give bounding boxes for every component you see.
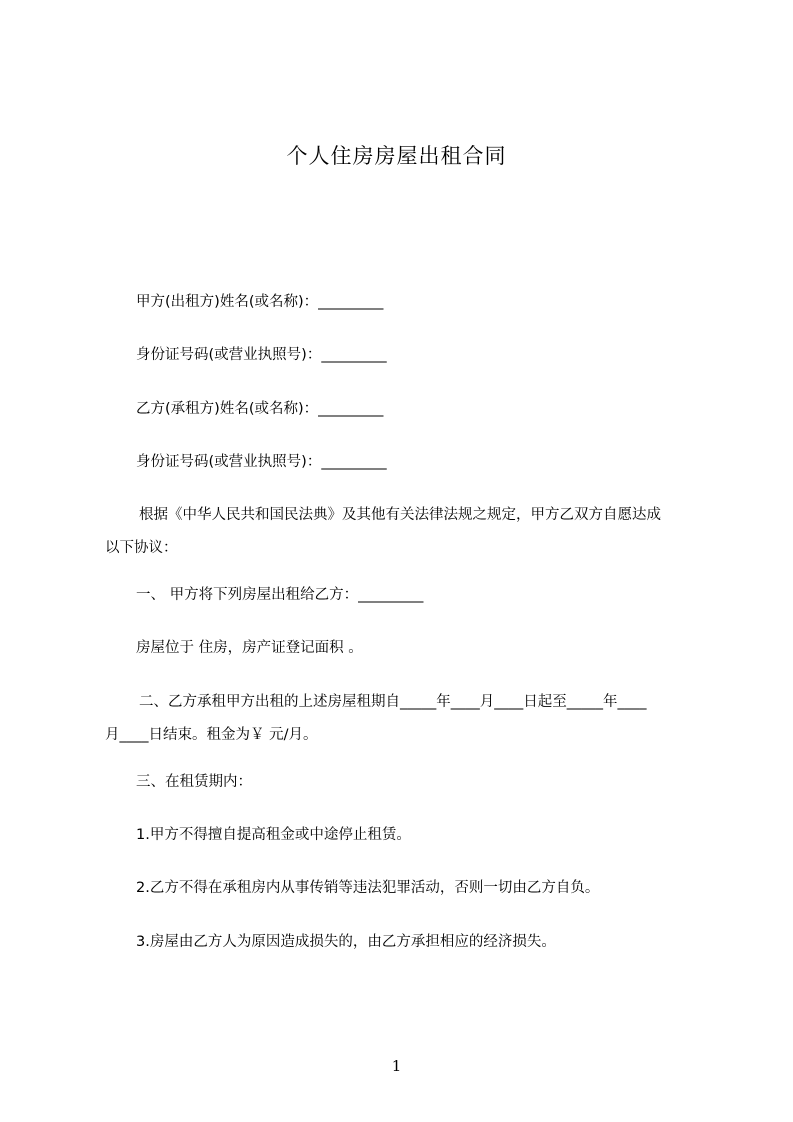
clause-3-item-1: 1.甲方不得擅自提高租金或中途停止租赁。 bbox=[136, 827, 411, 843]
document-title: 个人住房房屋出租合同 bbox=[286, 144, 507, 168]
party-b-name-field: 乙方(承租方)姓名(或名称)：_________ bbox=[136, 401, 384, 417]
clause-3-item-2: 2.乙方不得在承租房内从事传销等违法犯罪活动，否则一切由乙方自负。 bbox=[136, 880, 600, 896]
page-number: 1 bbox=[391, 1057, 402, 1075]
clause-3-item-3: 3.房屋由乙方人为原因造成损失的，由乙方承担相应的经济损失。 bbox=[136, 934, 556, 950]
house-location: 房屋位于 住房，房产证登记面积 。 bbox=[136, 640, 363, 656]
clause-1: 一、 甲方将下列房屋出租给乙方：_________ bbox=[136, 587, 424, 603]
clause-2-line-2: 月____日结束。租金为￥ 元/月。 bbox=[105, 727, 318, 743]
party-a-name-field: 甲方(出租方)姓名(或名称)：_________ bbox=[136, 294, 384, 310]
preamble-paragraph bbox=[105, 505, 705, 571]
party-a-id-field: 身份证号码(或营业执照号)：_________ bbox=[136, 347, 387, 363]
preamble-line-2: 以下协议： bbox=[105, 540, 178, 556]
clause-2-paragraph bbox=[105, 692, 705, 758]
preamble-line-1: 根据《中华人民共和国民法典》及其他有关法律法规之规定，甲方乙双方自愿达成 bbox=[139, 507, 661, 523]
clause-2-line-1: 二、乙方承租甲方出租的上述房屋租期自_____年____月____日起至_____年____ bbox=[139, 694, 647, 710]
party-b-id-field: 身份证号码(或营业执照号)：_________ bbox=[136, 454, 387, 470]
clause-3-heading: 三、在租赁期内： bbox=[136, 774, 252, 790]
